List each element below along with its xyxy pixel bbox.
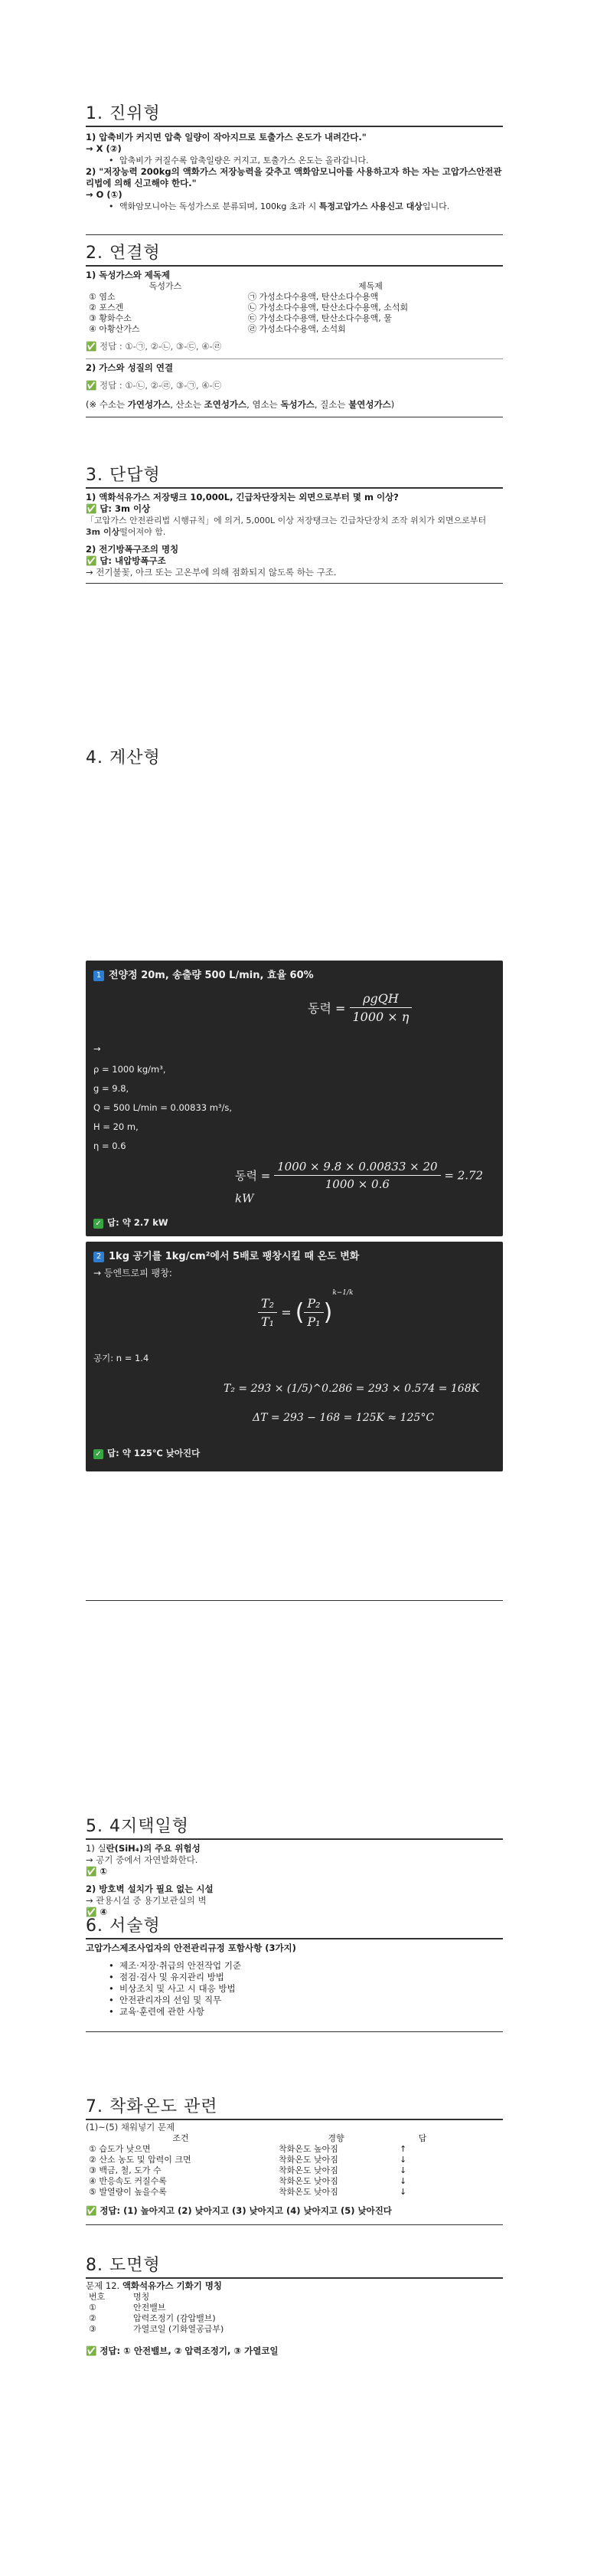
answer: ✅ 정답 : ①-㉡, ②-㉣, ③-㉠, ④-㉢ (86, 380, 222, 391)
calculation: 동력 = $\frac{1000 \times 9.8 \times 0.00833 \times 20}{1000 \times 0.6}$ = 2.72 kW (235, 1160, 484, 1206)
list-item: • 점검·검사 및 유지관리 방법 (86, 1972, 503, 1983)
note: 「고압가스 안전관리법 시행규칙」에 의거, 5,000L 이상 저장탱크는 긴급차단장치 조작 위치가 외면으로부터 3m 이상떨어져야 함. (86, 516, 487, 537)
column-header: 제독제 (358, 281, 383, 291)
divider (86, 265, 503, 267)
section-4 (86, 745, 161, 770)
table-row: ② 압력조정기 (감압밸브) (89, 2313, 216, 2323)
list-item: • 교육·훈련에 관한 사항 (86, 2006, 503, 2018)
list-item: • 비상조치 및 사고 시 대응 방법 (86, 1983, 503, 1995)
answer: → O (①) (86, 189, 122, 200)
number-badge: 1 (93, 971, 104, 981)
question: 2) 전기방폭구조의 명칭 (86, 544, 179, 555)
section-8 (86, 2252, 503, 2357)
section-5 (86, 1813, 503, 1918)
table-row: ① 안전밸브 (89, 2303, 166, 2313)
list-item: • 안전관리자의 선임 및 직무 (86, 1995, 503, 2006)
calc-box-1 (86, 961, 503, 1236)
divider (86, 487, 503, 489)
divider (86, 1600, 503, 1601)
check-icon: ✓ (93, 1219, 103, 1229)
divider (86, 126, 503, 127)
intro: 문제 12. 액화석유가스 기화기 명칭 (86, 2280, 223, 2291)
variables: ρ = 1000 kg/m³, g = 9.8, Q = 500 L/min = 0.00833 m³/s, H = 20 m, η = 0.6 (93, 1064, 233, 1151)
intro: → 등엔트로피 팽창: (93, 1268, 172, 1278)
table-row: ② 산소 농도 및 압력이 크면 착화온도 낮아짐 ↓ (89, 2155, 407, 2165)
note: • 액화암모니아는 독성가스로 분류되며, 100kg 초과 시 특정고압가스 사용신고 대상입니다. (86, 201, 503, 212)
divider (86, 358, 503, 359)
diagram-table: 번호 명칭 ① 안전밸브 ② 압력조정기 (감압밸브) ③ 가열코일 (기화열공급부) (86, 2292, 328, 2335)
table-row: ④ 아황산가스 ㉣ 가성소다수용액, 소석회 (89, 324, 346, 334)
section-title: 8. 도면형 (86, 2256, 161, 2275)
heading: 고압가스제조사업자의 안전관리규정 포함사항 (3가지) (86, 1943, 296, 1953)
table-row: ① 습도가 낮으면 착화온도 높아짐 ↑ (89, 2144, 407, 2154)
section-2 (86, 234, 503, 417)
answer: ✅ 정답: (1) 높아지고 (2) 낮아지고 (3) 낮아지고 (4) 낮아지고 (5) 낮아진다 (86, 2205, 392, 2216)
divider (86, 2031, 503, 2032)
answer: ✅ 답: 내압방폭구조 (86, 555, 166, 566)
box-title: 1 전양정 20m, 송출량 500 L/min, 효율 60% (93, 967, 314, 981)
question: 1) 압축비가 커지면 압축 일량이 작아지므로 토출가스 온도가 내려간다." (86, 132, 367, 142)
section-title: 3. 단답형 (86, 466, 161, 485)
table-row: ② 포스겐 ㉡ 가성소다수용액, 탄산소다수용액, 소석회 (89, 303, 409, 313)
answer: ✅ 답: 3m 이상 (86, 503, 151, 514)
table-row: ③ 황화수소 ㉢ 가성소다수용액, 탄산소다수용액, 물 (89, 313, 392, 323)
ignition-table: 조건 경향 답 ① 습도가 낮으면 착화온도 높아짐 ↑ ② 산소 농도 및 압력이 크면 착화온도 낮아짐 ↓ ③ 백금, 철, 도가 수 착화온도 낮아짐 ↓ ④ 반응속도 커질수록 착화온도 낮아짐 ↓ ⑤ 발열량이 높을수록 착화온도 낮아짐 ↓ (86, 2133, 449, 2198)
note: → 전기불꽃, 아크 또는 고온부에 의해 점화되지 않도록 하는 구조. (86, 567, 337, 578)
arrow: → (93, 1043, 101, 1054)
divider (86, 234, 503, 235)
section-7 (86, 2093, 503, 2225)
answer: ✅ 정답: ① 안전밸브, ② 압력조정기, ③ 가열코일 (86, 2345, 279, 2356)
intro: (1)~(5) 채워넣기 문제 (86, 2122, 175, 2132)
note: (※ 수소는 가연성가스, 산소는 조연성가스, 염소는 독성가스, 질소는 불연성가스) (86, 399, 395, 410)
table-row: ⑤ 발열량이 높을수록 착화온도 낮아짐 ↓ (89, 2187, 407, 2197)
note: • 압축비가 커질수록 압축일량은 커지고, 토출가스 온도는 올라갑니다. (86, 155, 503, 166)
answer: ✅ 정답 : ①-㉠, ②-㉡, ③-㉢, ④-㉣ (86, 341, 222, 352)
section-title: 7. 착화온도 관련 (86, 2097, 218, 2116)
equation: ΔT = 293 − 168 = 125K ≈ 125°C (253, 1412, 435, 1424)
answer-check: ✅ ④ (86, 1907, 108, 1917)
section-3 (86, 462, 503, 584)
box-title: 2 1kg 공기를 1kg/cm²에서 5배로 팽창시킬 때 온도 변화 (93, 1248, 359, 1262)
section-1 (86, 100, 503, 212)
formula: $\frac{\text{T₂}}{\text{T₁}}$ = ( $\frac{\text{P₂}}{\text{P₁}}$ )$^{k-1/k}$ (258, 1289, 354, 1329)
table-row: ④ 반응속도 커질수록 착화온도 낮아짐 ↓ (89, 2176, 407, 2186)
divider (86, 2277, 503, 2279)
answer: → 공기 중에서 자연발화한다. (86, 1854, 198, 1865)
question: 2) 가스와 성질의 연결 (86, 362, 174, 373)
question: 2) "저장능력 200kg의 액화가스 저장능력을 갖추고 액화암모니아를 사용하고자 하는 자는 고압가스안전관리법에 의해 신고해야 한다." (86, 166, 502, 188)
table-row: ③ 백금, 철, 도가 수 착화온도 낮아짐 ↓ (89, 2165, 407, 2175)
question: 2) 방호벽 설치가 필요 없는 시설 (86, 1884, 214, 1894)
section-title: 6. 서술형 (86, 1916, 161, 1936)
column-header: 독성가스 (148, 281, 182, 291)
answer-check: ✅ ① (86, 1866, 108, 1877)
answer: ✓ 답: 약 2.7 kW (93, 1216, 168, 1229)
answer: → X (②) (86, 143, 122, 154)
table-row: ① 염소 ㉠ 가성소다수용액, 탄산소다수용액 (89, 292, 379, 302)
section-title: 1. 진위형 (86, 104, 161, 123)
answer: → 관용시설 중 용기보관실의 벽 (86, 1895, 207, 1906)
section-6 (86, 1913, 503, 2032)
divider (86, 1938, 503, 1939)
question: 1) 액화석유가스 저장탱크 10,000L, 긴급차단장치는 외면으로부터 몇 m 이상? (86, 492, 399, 502)
item-list (86, 1960, 503, 2018)
section-title: 2. 연결형 (86, 244, 161, 263)
section-title: 4. 계산형 (86, 748, 161, 768)
table-row: ③ 가열코일 (기화열공급부) (89, 2324, 224, 2334)
answer: ✓ 답: 약 125℃ 낮아진다 (93, 1447, 200, 1459)
number-badge: 2 (93, 1252, 104, 1262)
check-icon: ✓ (93, 1449, 103, 1459)
divider (86, 2224, 503, 2225)
question: 1) 실란(SiH₄)의 주요 위험성 (86, 1843, 201, 1854)
divider (86, 1838, 503, 1840)
divider (86, 2119, 503, 2120)
calc-box-2 (86, 1242, 503, 1471)
equation: T₂ = 293 × (1/5)^0.286 = 293 × 0.574 = 168K (224, 1383, 480, 1395)
air-constant: 공기: n = 1.4 (93, 1353, 149, 1363)
section-title: 5. 4지택일형 (86, 1817, 189, 1836)
list-item: • 제조·저장·취급의 안전작업 기준 (86, 1960, 503, 1972)
match-table (86, 281, 496, 335)
formula: 동력 = $\frac{\text{ρgQH}}{1000 \times \eta}$ (308, 991, 412, 1024)
question: 1) 독성가스와 제독제 (86, 270, 171, 280)
divider (86, 583, 503, 584)
